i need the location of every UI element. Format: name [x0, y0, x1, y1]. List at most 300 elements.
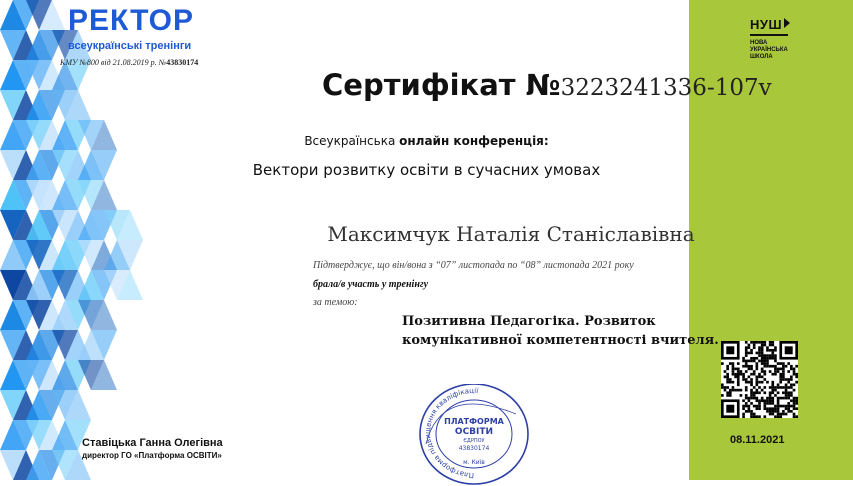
qr-module: [777, 362, 780, 365]
qr-module: [750, 360, 753, 363]
stamp-center-line2: ОСВІТИ: [454, 427, 494, 437]
qr-module: [785, 383, 788, 386]
qr-module: [758, 376, 761, 379]
qr-module: [774, 373, 777, 376]
qr-module: [745, 370, 748, 373]
qr-module: [793, 389, 796, 392]
qr-module: [795, 415, 798, 418]
qr-module: [771, 354, 774, 357]
qr-module: [750, 373, 753, 376]
qr-module: [742, 415, 745, 418]
course-title: [402, 312, 719, 350]
stamp-code: 43830174: [458, 445, 490, 452]
qr-module: [758, 405, 761, 408]
qr-module: [790, 383, 793, 386]
qr-module: [787, 410, 790, 413]
qr-finder: [785, 346, 793, 354]
qr-module: [782, 405, 785, 408]
qr-module: [729, 381, 732, 384]
qr-finder: [726, 346, 734, 354]
qr-module: [758, 415, 761, 418]
qr-module: [750, 383, 753, 386]
qr-module: [782, 368, 785, 371]
qr-module: [732, 370, 735, 373]
qr-module: [771, 413, 774, 416]
qr-module: [750, 402, 753, 405]
qr-module: [774, 405, 777, 408]
qr-module: [761, 368, 764, 371]
qr-module: [763, 407, 766, 410]
qr-module: [726, 378, 729, 381]
qr-module: [763, 370, 766, 373]
qr-module: [779, 415, 782, 418]
qr-module: [774, 394, 777, 397]
qr-module: [787, 381, 790, 384]
nush-logo: [750, 14, 810, 61]
qr-module: [785, 391, 788, 394]
qr-module: [750, 397, 753, 400]
qr-module: [753, 386, 756, 389]
qr-module: [774, 407, 777, 410]
qr-module: [750, 352, 753, 355]
qr-module: [745, 389, 748, 392]
qr-module: [777, 402, 780, 405]
qr-module: [771, 365, 774, 368]
nush-line3: ШКОЛА: [750, 54, 773, 60]
qr-module: [769, 370, 772, 373]
qr-module: [753, 346, 756, 349]
qr-module: [790, 368, 793, 371]
qr-module: [748, 410, 751, 413]
qr-module: [795, 376, 798, 379]
qr-module: [793, 415, 796, 418]
qr-module: [753, 405, 756, 408]
qr-module: [721, 362, 724, 365]
qr-module: [724, 386, 727, 389]
confirm-text: Підтверджує, що він/вона з “07” листопада по “08” листопада 2021 року: [313, 260, 634, 271]
qr-module: [758, 373, 761, 376]
qr-module: [753, 394, 756, 397]
qr-module: [787, 370, 790, 373]
qr-module: [721, 386, 724, 389]
qr-module: [745, 360, 748, 363]
qr-module: [729, 394, 732, 397]
qr-module: [748, 346, 751, 349]
qr-module: [763, 378, 766, 381]
qr-module: [726, 376, 729, 379]
qr-module: [793, 397, 796, 400]
qr-module: [790, 391, 793, 394]
qr-module: [742, 357, 745, 360]
qr-module: [732, 362, 735, 365]
qr-module: [793, 402, 796, 405]
qr-module: [777, 413, 780, 416]
qr-module: [782, 410, 785, 413]
qr-module: [742, 405, 745, 408]
brand-logo: РЕКТОР: [68, 4, 194, 37]
qr-module: [787, 405, 790, 408]
qr-module: [761, 346, 764, 349]
qr-module: [763, 391, 766, 394]
qr-module: [787, 362, 790, 365]
nush-line2: УКРАЇНСЬКА: [750, 47, 788, 53]
qr-module: [769, 341, 772, 344]
qr-module: [779, 373, 782, 376]
qr-module: [769, 413, 772, 416]
qr-module: [793, 370, 796, 373]
qr-module: [795, 365, 798, 368]
qr-module: [748, 365, 751, 368]
qr-module: [785, 365, 788, 368]
qr-module: [777, 410, 780, 413]
qr-module: [774, 346, 777, 349]
stamp-ring-text: Платформа підвищення кваліфікації: [423, 386, 479, 480]
qr-module: [737, 368, 740, 371]
qr-module: [766, 397, 769, 400]
qr-module: [729, 378, 732, 381]
qr-module: [763, 341, 766, 344]
official-stamp: [416, 384, 532, 486]
qr-module: [756, 376, 759, 379]
qr-module: [753, 397, 756, 400]
qr-module: [753, 373, 756, 376]
qr-module: [787, 397, 790, 400]
qr-module: [742, 399, 745, 402]
qr-module: [777, 397, 780, 400]
qr-module: [793, 383, 796, 386]
qr-module: [750, 341, 753, 344]
qr-module: [782, 373, 785, 376]
qr-module: [729, 389, 732, 392]
nush-line1: НОВА: [750, 40, 768, 46]
qr-module: [766, 360, 769, 363]
qr-module: [771, 383, 774, 386]
qr-module: [745, 352, 748, 355]
qr-module: [756, 407, 759, 410]
qr-module: [750, 415, 753, 418]
qr-module: [782, 362, 785, 365]
qr-module: [766, 362, 769, 365]
qr-module: [740, 394, 743, 397]
qr-module: [763, 365, 766, 368]
qr-module: [774, 370, 777, 373]
qr-module: [766, 349, 769, 352]
qr-module: [732, 365, 735, 368]
qr-module: [758, 402, 761, 405]
qr-module: [748, 381, 751, 384]
qr-module: [771, 397, 774, 400]
qr-module: [750, 368, 753, 371]
qr-module: [745, 405, 748, 408]
qr-module: [761, 341, 764, 344]
qr-module: [771, 402, 774, 405]
qr-module: [763, 402, 766, 405]
qr-module: [758, 386, 761, 389]
qr-module: [742, 413, 745, 416]
qr-module: [726, 373, 729, 376]
qr-module: [771, 344, 774, 347]
qr-module: [742, 365, 745, 368]
qr-module: [763, 362, 766, 365]
qr-module: [771, 386, 774, 389]
qr-module: [745, 378, 748, 381]
qr-module: [753, 357, 756, 360]
qr-module: [790, 405, 793, 408]
qr-module: [745, 362, 748, 365]
qr-module: [750, 391, 753, 394]
qr-module: [782, 365, 785, 368]
qr-module: [766, 381, 769, 384]
qr-code: [721, 341, 798, 418]
nush-logo-text: НУШ: [750, 17, 783, 32]
qr-module: [790, 376, 793, 379]
qr-module: [766, 354, 769, 357]
arrow-icon: [784, 18, 790, 28]
qr-module: [769, 410, 772, 413]
qr-finder: [726, 405, 734, 413]
qr-module: [742, 407, 745, 410]
qr-module: [745, 386, 748, 389]
qr-module: [758, 407, 761, 410]
qr-module: [763, 405, 766, 408]
nush-caption: [750, 40, 810, 61]
qr-module: [771, 341, 774, 344]
participated-text: брала/в участь у тренінгу: [313, 279, 429, 290]
qr-module: [774, 389, 777, 392]
qr-module: [766, 402, 769, 405]
qr-module: [787, 378, 790, 381]
qr-module: [761, 360, 764, 363]
qr-module: [774, 368, 777, 371]
qr-module: [771, 352, 774, 355]
qr-module: [756, 357, 759, 360]
qr-module: [763, 354, 766, 357]
qr-module: [748, 407, 751, 410]
conference-type: онлайн конференція:: [399, 134, 549, 148]
theme-label: за темою:: [313, 297, 358, 308]
qr-module: [750, 357, 753, 360]
qr-module: [732, 389, 735, 392]
qr-module: [785, 413, 788, 416]
qr-module: [724, 376, 727, 379]
conference-prefix: Всеукраїнська: [304, 134, 400, 148]
qr-module: [758, 399, 761, 402]
qr-module: [782, 397, 785, 400]
qr-module: [748, 399, 751, 402]
qr-module: [769, 391, 772, 394]
certificate-title: [322, 68, 772, 102]
qr-module: [761, 389, 764, 392]
qr-module: [756, 415, 759, 418]
qr-module: [782, 386, 785, 389]
qr-module: [753, 391, 756, 394]
certificate-number: 3223241336-107v: [560, 75, 772, 101]
qr-module: [756, 381, 759, 384]
qr-module: [769, 354, 772, 357]
qr-module: [766, 399, 769, 402]
qr-module: [785, 407, 788, 410]
qr-module: [756, 378, 759, 381]
qr-module: [795, 402, 798, 405]
qr-module: [763, 415, 766, 418]
qr-module: [785, 405, 788, 408]
qr-module: [750, 381, 753, 384]
qr-module: [756, 362, 759, 365]
qr-module: [769, 402, 772, 405]
issue-date: 08.11.2021: [730, 434, 785, 446]
qr-module: [756, 341, 759, 344]
qr-module: [737, 376, 740, 379]
qr-module: [774, 410, 777, 413]
qr-module: [745, 365, 748, 368]
qr-module: [758, 354, 761, 357]
qr-module: [737, 373, 740, 376]
qr-module: [771, 391, 774, 394]
qr-module: [721, 383, 724, 386]
qr-module: [737, 383, 740, 386]
qr-module: [753, 344, 756, 347]
qr-module: [795, 407, 798, 410]
qr-module: [737, 381, 740, 384]
qr-module: [742, 360, 745, 363]
qr-module: [774, 354, 777, 357]
qr-module: [774, 349, 777, 352]
qr-module: [769, 386, 772, 389]
qr-module: [787, 394, 790, 397]
qr-module: [756, 389, 759, 392]
qr-module: [756, 399, 759, 402]
qr-module: [777, 386, 780, 389]
qr-module: [734, 368, 737, 371]
qr-module: [790, 410, 793, 413]
qr-module: [761, 357, 764, 360]
qr-module: [721, 394, 724, 397]
qr-module: [756, 368, 759, 371]
qr-module: [756, 405, 759, 408]
course-title-line1: Позитивна Педагогіка. Розвиток: [402, 314, 656, 329]
recipient-name: Максимчук Наталія Станіславівна: [327, 222, 695, 246]
qr-module: [782, 376, 785, 379]
qr-module: [756, 391, 759, 394]
qr-module: [777, 370, 780, 373]
qr-module: [745, 346, 748, 349]
qr-module: [777, 368, 780, 371]
qr-module: [771, 407, 774, 410]
qr-module: [734, 389, 737, 392]
course-title-line2: комунікативної компетентності вчителя.: [402, 333, 719, 348]
qr-module: [777, 405, 780, 408]
certificate-title-label: Сертифікат №: [322, 68, 561, 102]
qr-module: [761, 399, 764, 402]
qr-module: [769, 399, 772, 402]
qr-module: [793, 405, 796, 408]
qr-module: [750, 349, 753, 352]
qr-module: [753, 370, 756, 373]
qr-module: [774, 386, 777, 389]
qr-module: [732, 368, 735, 371]
qr-module: [750, 378, 753, 381]
qr-module: [790, 378, 793, 381]
qr-module: [758, 341, 761, 344]
qr-module: [779, 378, 782, 381]
qr-module: [782, 413, 785, 416]
qr-module: [782, 378, 785, 381]
qr-module: [732, 386, 735, 389]
qr-module: [777, 407, 780, 410]
qr-module: [729, 362, 732, 365]
qr-module: [753, 415, 756, 418]
qr-module: [761, 362, 764, 365]
qr-module: [782, 391, 785, 394]
qr-module: [753, 413, 756, 416]
qr-module: [779, 405, 782, 408]
qr-module: [756, 397, 759, 400]
qr-module: [787, 386, 790, 389]
qr-module: [771, 389, 774, 392]
qr-module: [758, 381, 761, 384]
qr-module: [732, 381, 735, 384]
qr-module: [785, 378, 788, 381]
qr-module: [787, 402, 790, 405]
qr-module: [777, 391, 780, 394]
qr-module: [785, 386, 788, 389]
qr-module: [745, 349, 748, 352]
qr-module: [745, 410, 748, 413]
qr-module: [795, 399, 798, 402]
qr-module: [790, 386, 793, 389]
qr-module: [779, 413, 782, 416]
qr-module: [793, 407, 796, 410]
qr-module: [771, 357, 774, 360]
qr-module: [761, 352, 764, 355]
qr-module: [756, 383, 759, 386]
qr-module: [753, 360, 756, 363]
qr-module: [745, 354, 748, 357]
qr-module: [724, 370, 727, 373]
qr-module: [745, 341, 748, 344]
qr-module: [769, 349, 772, 352]
qr-module: [740, 370, 743, 373]
qr-module: [750, 394, 753, 397]
qr-module: [750, 410, 753, 413]
qr-module: [763, 360, 766, 363]
qr-module: [745, 397, 748, 400]
signer-name: Ставіцька Ганна Олегівна: [82, 437, 223, 449]
qr-module: [748, 352, 751, 355]
qr-module: [726, 391, 729, 394]
qr-module: [771, 399, 774, 402]
qr-module: [750, 365, 753, 368]
qr-module: [777, 383, 780, 386]
qr-module: [769, 394, 772, 397]
qr-module: [763, 386, 766, 389]
qr-module: [729, 391, 732, 394]
qr-module: [779, 376, 782, 379]
qr-module: [726, 386, 729, 389]
qr-module: [790, 365, 793, 368]
qr-module: [756, 365, 759, 368]
nush-underline: [750, 34, 788, 36]
qr-module: [734, 373, 737, 376]
qr-module: [774, 415, 777, 418]
qr-module: [724, 389, 727, 392]
qr-module: [740, 389, 743, 392]
qr-module: [771, 410, 774, 413]
qr-module: [726, 394, 729, 397]
qr-module: [766, 346, 769, 349]
qr-module: [774, 360, 777, 363]
qr-module: [763, 344, 766, 347]
